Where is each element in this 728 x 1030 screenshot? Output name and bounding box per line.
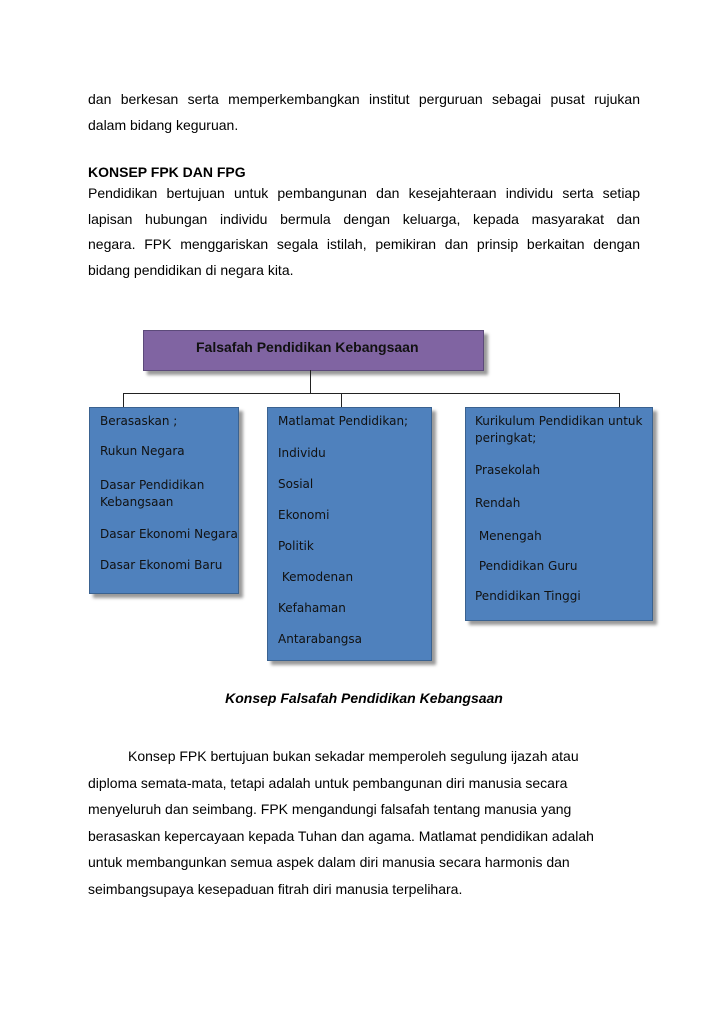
paragraph-2: [88, 181, 640, 283]
middle-box: [267, 407, 432, 661]
paragraph-line: negara. FPK menggariskan segala istilah, pemikiran dan prinsip berkaitan dengan: [88, 236, 640, 252]
right-box-heading: Kurikulum Pendidikan untuk: [475, 414, 643, 428]
middle-box-item: Individu: [278, 446, 326, 460]
middle-box-item: Kefahaman: [278, 601, 346, 615]
right-box-item: Pendidikan Tinggi: [475, 589, 581, 603]
paragraph-line: Konsep FPK bertujuan bukan sekadar memperoleh segulung ijazah atau: [128, 748, 579, 764]
connector-horizontal: [123, 393, 620, 394]
diagram-title-box: [143, 330, 484, 371]
left-box-item: Dasar Ekonomi Baru: [100, 558, 223, 572]
paragraph-line: berasaskan kepercayaan kepada Tuhan dan agama. Matlamat pendidikan adalah: [88, 827, 594, 844]
paragraph-line: lapisan hubungan individu bermula dengan keluarga, kepada masyarakat dan: [88, 210, 640, 227]
paragraph-line: untuk membangunkan semua aspek dalam diri manusia secara harmonis dan: [88, 854, 570, 870]
paragraph-3: [88, 743, 640, 902]
paragraph-line: dalam bidang keguruan.: [88, 116, 239, 133]
paragraph-line: diploma semata-mata, tetapi adalah untuk pembangunan diri manusia secara: [88, 774, 568, 791]
middle-box-item: Kemodenan: [278, 570, 354, 584]
right-box: [465, 407, 653, 621]
paragraph-line: bidang pendidikan di negara kita.: [88, 261, 294, 278]
diagram-title: Falsafah Pendidikan Kebangsaan: [196, 339, 419, 355]
paragraph-line: dan berkesan serta memperkembangkan institut perguruan sebagai pusat rujukan: [88, 91, 640, 107]
middle-box-item: Sosial: [278, 477, 314, 491]
left-box-item: Kebangsaan: [100, 495, 174, 509]
left-box-item: Dasar Pendidikan: [100, 478, 205, 492]
connector-right: [619, 393, 620, 407]
paragraph-line: seimbangsupaya kesepaduan fitrah diri manusia terpelihara.: [88, 880, 463, 897]
left-box-item: Dasar Ekonomi Negara: [100, 527, 238, 541]
section-heading: KONSEP FPK DAN FPG: [88, 164, 246, 180]
left-box-heading: Berasaskan ;: [100, 414, 178, 428]
middle-box-heading: Matlamat Pendidikan;: [278, 414, 409, 428]
right-box-heading: peringkat;: [475, 431, 537, 445]
connector-middle: [341, 393, 342, 407]
paragraph-line: menyeluruh dan seimbang. FPK mengandungi falsafah tentang manusia yang: [88, 801, 572, 817]
middle-box-item: Antarabangsa: [278, 632, 362, 646]
middle-box-item: Ekonomi: [278, 508, 330, 522]
right-box-item: Rendah: [475, 496, 521, 510]
paragraph-line: Pendidikan bertujuan untuk pembangunan dan kesejahteraan individu serta setiap: [88, 185, 640, 201]
paragraph-1: [88, 87, 640, 138]
connector-vertical-top: [310, 370, 311, 394]
connector-left: [123, 393, 124, 407]
right-box-item: Prasekolah: [475, 463, 541, 477]
left-box-item: Rukun Negara: [100, 444, 185, 458]
left-box: [89, 407, 239, 594]
diagram-caption: Konsep Falsafah Pendidikan Kebangsaan: [225, 690, 503, 706]
middle-box-item: Politik: [278, 539, 314, 553]
right-box-item: Pendidikan Guru: [475, 559, 578, 573]
right-box-item: Menengah: [475, 529, 542, 543]
